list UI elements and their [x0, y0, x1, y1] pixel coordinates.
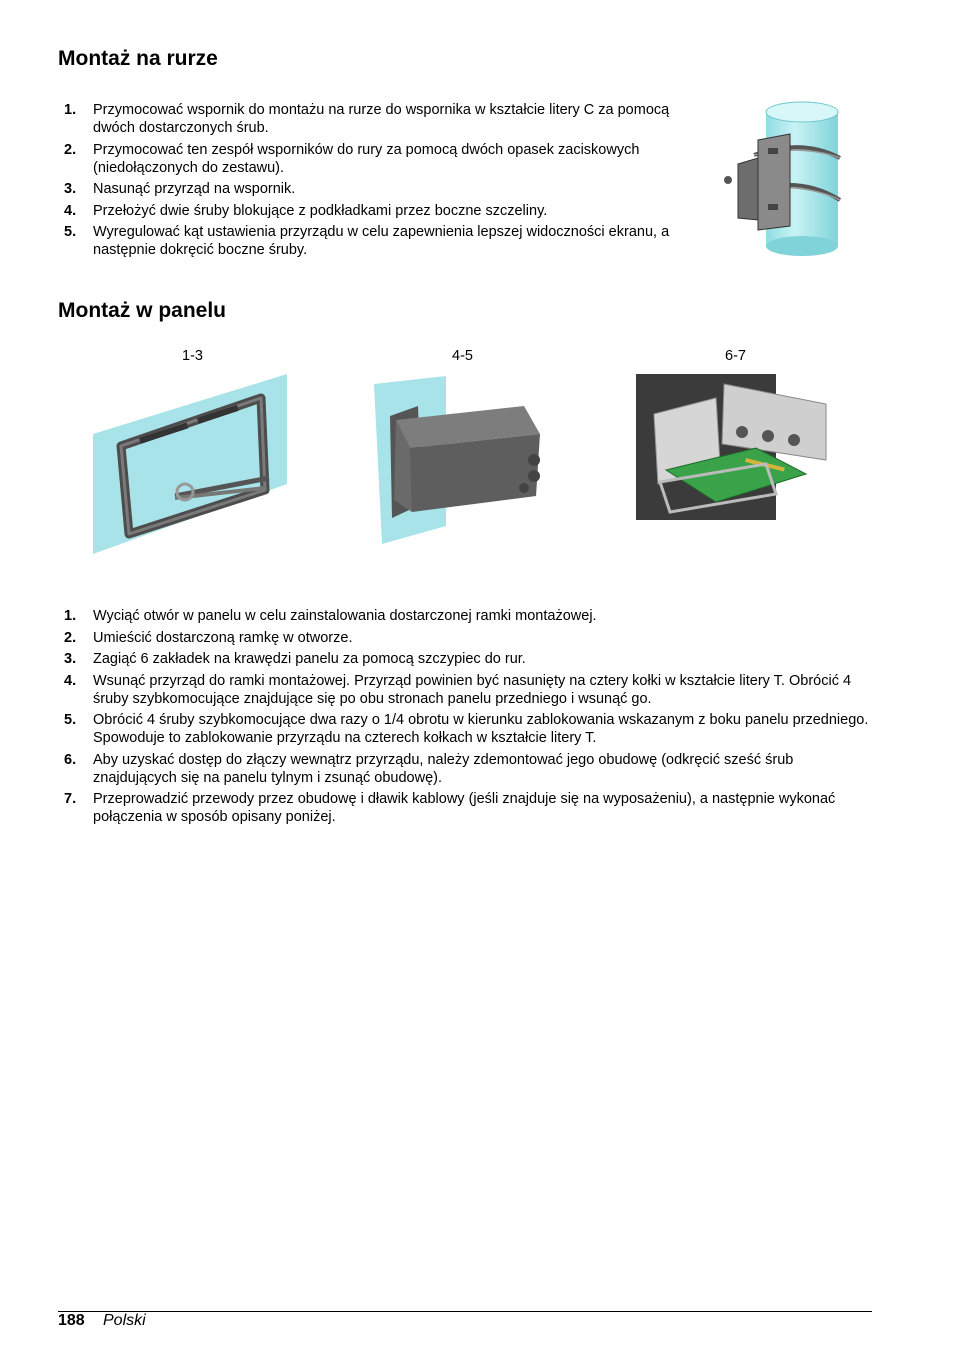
step-text: Przeprowadzić przewody przez obudowę i dławik kablowy (jeśli znajduje się na wyposażeniu), a następnie wykonać połączenia w sposób opisany poniżej.	[93, 791, 836, 825]
list-item	[58, 180, 703, 198]
step-text: Wyregulować kąt ustawienia przyrządu w celu zapewnienia lepszej widoczności ekranu, a następnie dokręcić boczne śruby.	[93, 224, 670, 258]
list-item	[58, 790, 878, 826]
section-title-panel-mounting: Montaż w panelu	[58, 299, 226, 322]
panel-frame-illustration	[93, 374, 287, 554]
list-item	[58, 650, 878, 668]
footer-language: Polski	[103, 1312, 146, 1329]
panel-mounting-steps	[58, 607, 878, 830]
step-number: 2.	[64, 141, 77, 158]
step-number: 4.	[64, 672, 77, 689]
opened-instrument-illustration	[636, 374, 830, 520]
figure-label-6-7: 6-7	[725, 348, 746, 364]
page-number: 188	[58, 1312, 85, 1329]
figure-label-1-3: 1-3	[182, 348, 203, 364]
figure-label-4-5: 4-5	[452, 348, 473, 364]
pipe-mount-illustration	[718, 100, 848, 260]
list-item	[58, 101, 703, 137]
footer-divider	[58, 1311, 872, 1312]
section-title-pipe-mounting: Montaż na rurze	[58, 47, 218, 70]
list-item	[58, 629, 878, 647]
step-number: 3.	[64, 651, 77, 667]
list-item	[58, 202, 703, 220]
step-number: 2.	[64, 629, 77, 646]
pipe-mounting-steps	[58, 101, 703, 263]
step-number: 6.	[64, 751, 77, 768]
step-text: Obrócić 4 śruby szybkomocujące dwa razy o 1/4 obrotu w kierunku zablokowania wskazanym z boku panelu przedniego. Spowoduje to zablokowanie przyrządu na czterech kołkach w kształcie litery T.	[93, 712, 869, 746]
list-item	[58, 141, 703, 177]
list-item	[58, 751, 878, 787]
step-number: 1.	[64, 608, 77, 624]
list-item	[58, 711, 878, 747]
step-text: Wyciąć otwór w panelu w celu zainstalowania dostarczonej ramki montażowej.	[93, 608, 597, 624]
step-text: Przełożyć dwie śruby blokujące z podkładkami przez boczne szczeliny.	[93, 202, 548, 219]
step-text: Przymocować ten zespół wsporników do rury za pomocą dwóch opasek zaciskowych (niedołączonych do zestawu).	[93, 141, 640, 176]
step-number: 7.	[64, 791, 77, 807]
step-number: 5.	[64, 712, 77, 728]
step-text: Wsunąć przyrząd do ramki montażowej. Przyrząd powinien być nasunięty na cztery kołki w kształcie litery T. Obrócić 4 śruby szybkomocujące znajdujące się po obu stronach panelu przedniego i wsunąć go.	[93, 672, 852, 707]
step-number: 4.	[64, 202, 77, 219]
list-item	[58, 672, 878, 708]
step-number: 1.	[64, 102, 77, 118]
step-number: 3.	[64, 181, 77, 197]
step-text: Przymocować wspornik do montażu na rurze do wspornika w kształcie litery C za pomocą dwóch dostarczonych śrub.	[93, 102, 670, 136]
instrument-insertion-illustration	[374, 376, 552, 544]
step-text: Aby uzyskać dostęp do złączy wewnątrz przyrządu, należy zdemontować jego obudowę (odkręcić sześć śrub znajdujących się na panelu tylnym i zsunąć obudowę).	[93, 751, 794, 786]
step-text: Umieścić dostarczoną ramkę w otworze.	[93, 629, 353, 646]
step-text: Nasunąć przyrząd na wspornik.	[93, 181, 296, 197]
list-item	[58, 223, 703, 259]
list-item	[58, 607, 878, 625]
step-text: Zagiąć 6 zakładek na krawędzi panelu za pomocą szczypiec do rur.	[93, 651, 526, 667]
step-number: 5.	[64, 224, 77, 240]
